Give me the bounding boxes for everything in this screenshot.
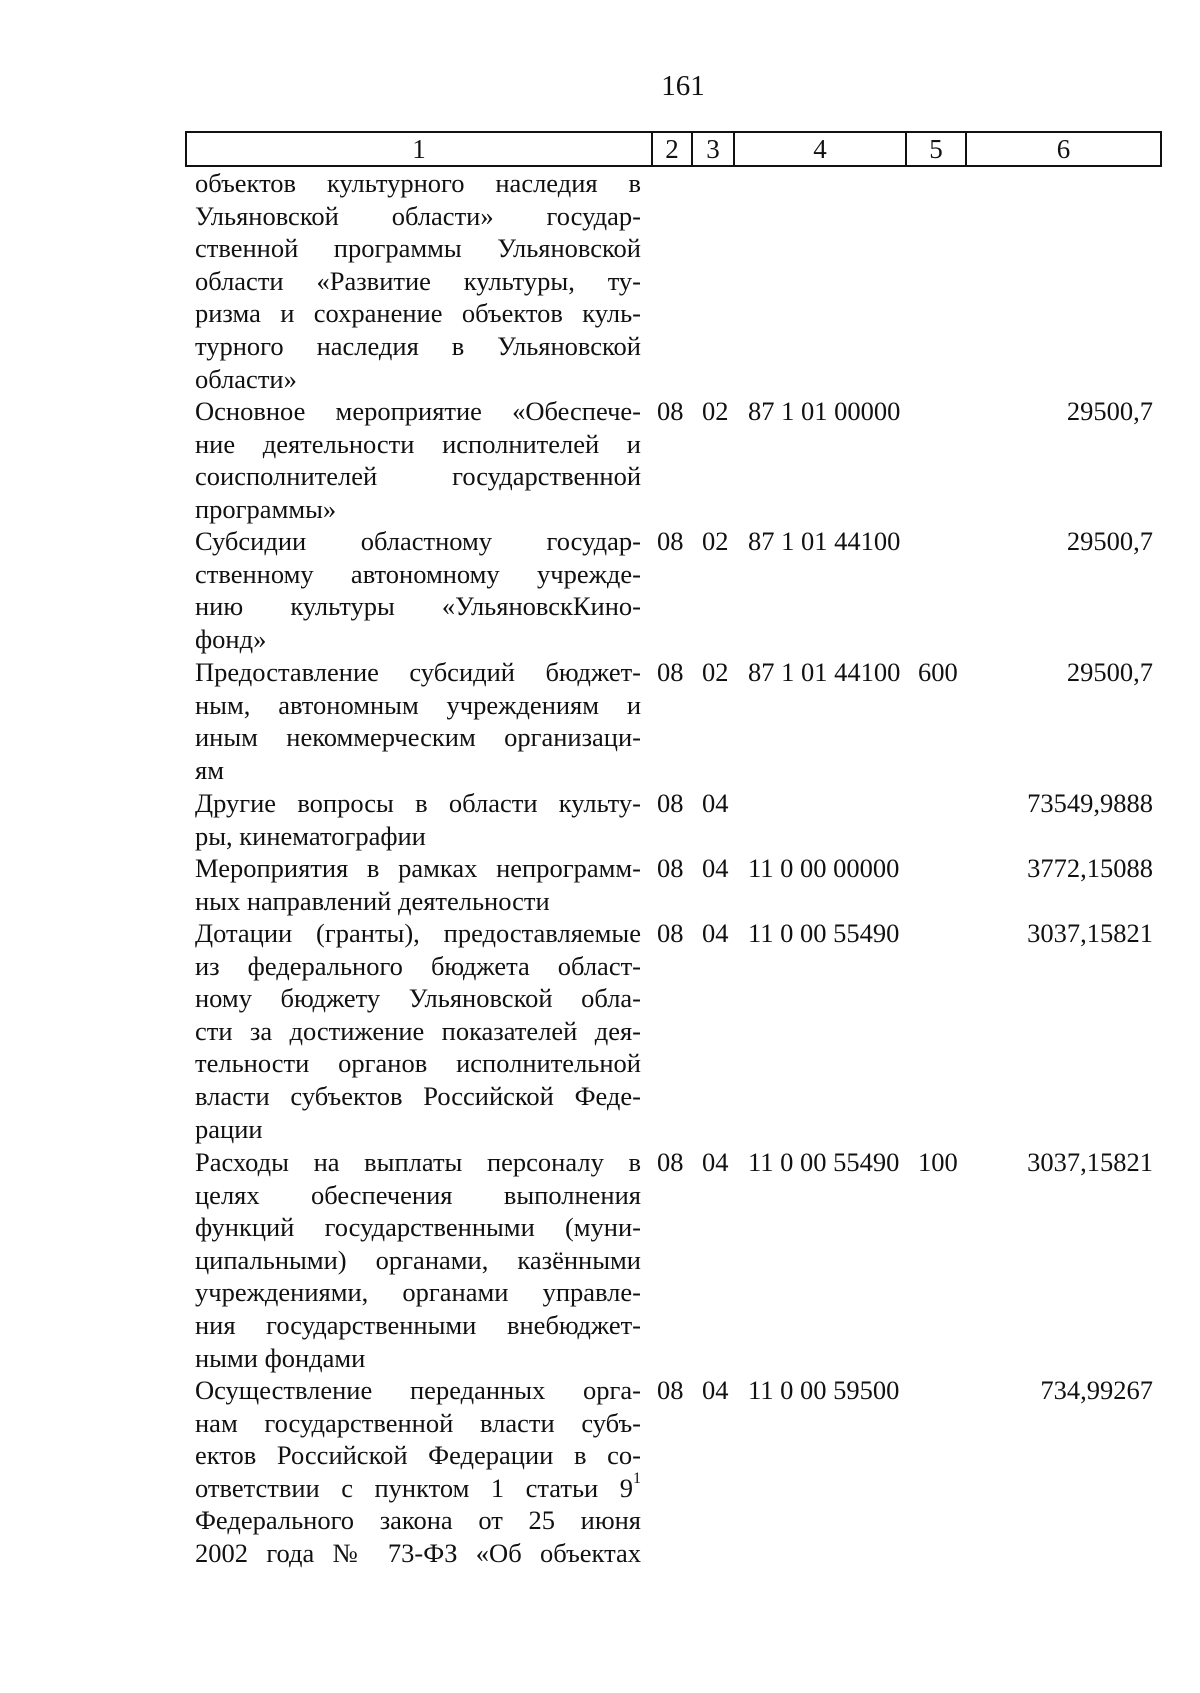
section-code: 08 (657, 918, 684, 948)
target-article-code: 11 0 00 59500 (748, 1375, 900, 1405)
expense-type-code: 600 (918, 657, 958, 687)
amount: 73549,9888 (1027, 788, 1153, 818)
amount: 29500,7 (1066, 526, 1153, 556)
expense-type-code: 100 (918, 1147, 958, 1177)
description-line-text: ответствии с пунктом 1 статьи 9 (195, 1472, 633, 1503)
row-description (195, 656, 641, 786)
description-line: рации (195, 1113, 263, 1144)
description-line: ям (195, 754, 224, 785)
header-cell-6: 6 (965, 131, 1162, 167)
target-article-code: 87 1 01 44100 (748, 657, 901, 687)
subsection-code: 04 (702, 918, 729, 948)
page-number: 161 (661, 70, 705, 102)
row-description (195, 787, 641, 852)
amount: 734,99267 (1040, 1375, 1153, 1405)
subsection-code: 02 (702, 526, 729, 556)
description-line: ектов Российской Федерации в со- (195, 1440, 641, 1471)
description-line: турного наследия в Ульяновской (195, 330, 641, 361)
amount: 3772,15088 (1027, 853, 1153, 883)
target-article-code: 11 0 00 55490 (748, 918, 900, 948)
subsection-code: 04 (702, 1147, 729, 1177)
subsection-code: 04 (702, 788, 729, 818)
subsection-code: 04 (702, 853, 729, 883)
description-line: сти за достижение показателей дея- (195, 1015, 641, 1046)
description-line: Федерального закона от 25 июня (195, 1505, 641, 1536)
description-line: Субсидии областному государ- (195, 526, 641, 556)
description-line: Основное мероприятие «Обеспече- (195, 396, 641, 426)
description-line: ния государственными внебюджет- (195, 1309, 641, 1340)
description-line: ными фондами (195, 1342, 366, 1373)
description-line: ственной программы Ульяновской (195, 233, 641, 264)
target-article-code: 87 1 01 00000 (748, 396, 901, 426)
row-description (195, 525, 641, 655)
description-line: Осуществление переданных орга- (195, 1375, 641, 1405)
section-code: 08 (657, 657, 684, 687)
section-code: 08 (657, 788, 684, 818)
description-line: ным, автономным учреждениям и (195, 689, 641, 720)
description-line: нам государственной власти субъ- (195, 1407, 641, 1438)
description-line: программы» (195, 493, 337, 524)
section-code: 08 (657, 1375, 684, 1405)
row-description (195, 395, 641, 525)
description-line: ственному автономному учрежде- (195, 558, 641, 589)
section-code: 08 (657, 853, 684, 883)
description-line: ние деятельности исполнителей и (195, 428, 641, 459)
description-line: соисполнителей государственной (195, 461, 641, 492)
header-cell-2: 2 (651, 131, 691, 167)
amount: 29500,7 (1066, 657, 1153, 687)
row-description (195, 917, 641, 1145)
description-line: тельности органов исполнительной (195, 1048, 641, 1079)
description-line: Ульяновской области» государ- (195, 200, 641, 231)
description-line: власти субъектов Российской Феде- (195, 1080, 641, 1111)
description-line: Дотации (гранты), предоставляемые (195, 918, 641, 948)
description-line: области «Развитие культуры, ту- (195, 265, 641, 296)
description-line: ры, кинематографии (195, 820, 426, 851)
superscript: 1 (633, 1469, 641, 1487)
header-cell-1: 1 (185, 131, 651, 167)
description-line (195, 1469, 641, 1505)
row-description (195, 852, 641, 917)
description-line: нию культуры «УльяновскКино- (195, 591, 641, 622)
description-line: области» (195, 363, 297, 394)
subsection-code: 02 (702, 657, 729, 687)
row-description (195, 1146, 641, 1374)
section-code: 08 (657, 526, 684, 556)
description-line: функций государственными (муни- (195, 1212, 641, 1243)
header-cell-5: 5 (905, 131, 965, 167)
description-line: фонд» (195, 623, 267, 654)
description-line: учреждениями, органами управле- (195, 1277, 641, 1308)
description-line: иным некоммерческим организаци- (195, 722, 641, 753)
target-article-code: 11 0 00 00000 (748, 853, 900, 883)
description-line: ципальными) органами, казёнными (195, 1244, 641, 1275)
description-line: Предоставление субсидий бюджет- (195, 657, 641, 687)
header-cell-4: 4 (733, 131, 905, 167)
amount: 3037,15821 (1027, 1147, 1153, 1177)
description-line: из федерального бюджета област- (195, 950, 641, 981)
description-line: целях обеспечения выполнения (195, 1179, 641, 1210)
description-line: 2002 года № 73-ФЗ «Об объектах (195, 1537, 641, 1568)
header-cell-3: 3 (691, 131, 733, 167)
description-line: Другие вопросы в области культу- (195, 788, 641, 818)
target-article-code: 11 0 00 55490 (748, 1147, 900, 1177)
row-description (195, 167, 641, 395)
subsection-code: 02 (702, 396, 729, 426)
description-line: Мероприятия в рамках непрограмм- (195, 853, 641, 883)
section-code: 08 (657, 1147, 684, 1177)
row-description (195, 1374, 641, 1570)
amount: 29500,7 (1066, 396, 1153, 426)
section-code: 08 (657, 396, 684, 426)
description-line: ному бюджету Ульяновской обла- (195, 983, 641, 1014)
description-line: объектов культурного наследия в (195, 168, 641, 198)
description-line: ных направлений деятельности (195, 885, 550, 916)
description-line: ризма и сохранение объектов куль- (195, 298, 641, 329)
description-line: Расходы на выплаты персоналу в (195, 1147, 641, 1177)
subsection-code: 04 (702, 1375, 729, 1405)
target-article-code: 87 1 01 44100 (748, 526, 901, 556)
amount: 3037,15821 (1027, 918, 1153, 948)
